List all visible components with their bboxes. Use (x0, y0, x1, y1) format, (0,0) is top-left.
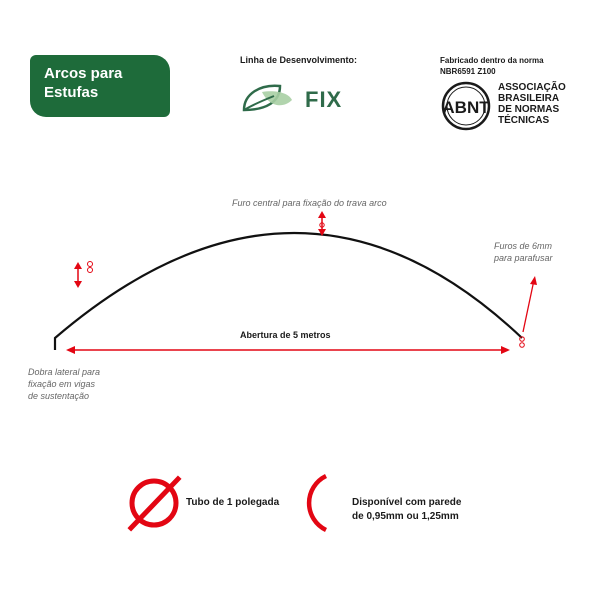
wall-thickness-line-2: de 0,95mm ou 1,25mm (352, 511, 459, 522)
center-hole-note: Furo central para fixação do trava arco (232, 198, 387, 208)
norm-line-1: Fabricado dentro da norma (440, 56, 544, 65)
center-hole-marker (318, 211, 326, 236)
wall-thickness-label (352, 496, 461, 524)
abnt-line-3: DE NORMAS (498, 104, 560, 115)
abnt-line-2: BRASILEIRA (498, 93, 560, 104)
side-fold-line-1: Dobra lateral para (28, 367, 101, 377)
norm-line-2: NBR6591 Z100 (440, 67, 496, 76)
wall-thickness-line-1: Disponível com parede (352, 497, 462, 508)
tube-size-text: Tubo de 1 polegada (186, 497, 280, 508)
screw-holes-line-1: Furos de 6mm (494, 241, 553, 251)
diameter-icon (131, 479, 178, 528)
side-height-marker (74, 262, 93, 289)
opening-dimension (66, 346, 510, 354)
side-fold-line-2: fixação em vigas (28, 379, 96, 389)
development-line-label: Linha de Desenvolvimento: (240, 55, 358, 65)
screw-holes-marker (520, 276, 537, 347)
wall-thickness-icon (309, 476, 326, 530)
screw-holes-line-2: para parafusar (494, 253, 553, 263)
tube-size-label (186, 496, 279, 510)
title-line-2: Estufas (44, 84, 99, 101)
title-line-1: Arcos para (44, 65, 123, 82)
side-fold-line-3: de sustentação (28, 391, 90, 401)
abnt-logo-text: ABNT (442, 98, 490, 117)
abnt-line-1: ASSOCIAÇÃO (498, 82, 566, 93)
side-fold-note (28, 366, 100, 402)
screw-holes-note (494, 240, 553, 264)
brand-name: FIX (305, 87, 343, 112)
opening-label: Abertura de 5 metros (240, 330, 331, 340)
abnt-line-4: TÉCNICAS (498, 115, 550, 126)
